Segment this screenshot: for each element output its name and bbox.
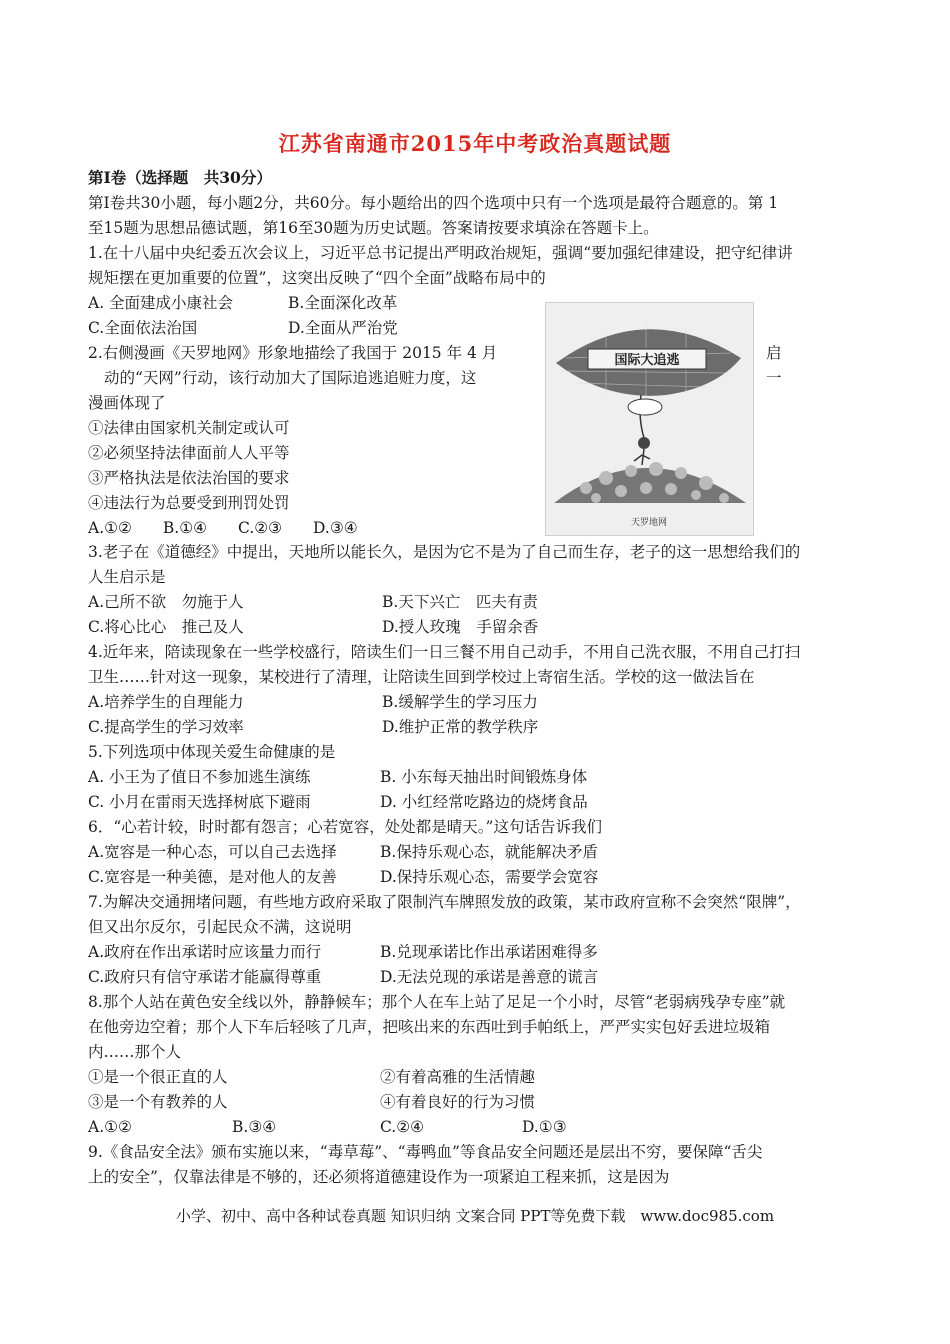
- question-7-stem: 7.为解决交通拥堵问题，有些地方政府采取了限制汽车牌照发放的政策，某市政府宣称不会突然“限牌”，: [88, 893, 801, 911]
- question-2-statement-4: ④违法行为总要受到刑罚处罚: [88, 494, 290, 512]
- section-intro-line: 至15题为思想品德试题，第16至30题为历史试题。答案请按要求填涂在答题卡上。: [88, 219, 659, 237]
- question-1-stem: 规矩摆在更加重要的位置”，这突出反映了“四个全面”战略布局中的: [88, 269, 546, 287]
- question-1-stem: 1.在十八届中央纪委五次会议上，习近平总书记提出严明政治规矩，强调“要加强纪律建设，把守纪律讲: [88, 244, 793, 262]
- question-5-option-c: C. 小月在雷雨天选择树底下避雨: [88, 793, 311, 811]
- question-3-option-a: A.己所不欲 勿施于人: [88, 593, 244, 611]
- question-8-statement-2: ②有着高雅的生活情趣: [380, 1068, 536, 1086]
- comic-title: 天罗地网: [630, 518, 668, 528]
- question-7-option-c: C.政府只有信守承诺才能赢得尊重: [88, 968, 322, 986]
- question-2-stem: 2.右侧漫画《天罗地网》形象地描绘了我国于 2015 年 4 月: [88, 344, 498, 362]
- section-intro-line: 第Ⅰ卷共30小题，每小题2分，共60分。每小题给出的四个选项中只有一个选项是最符合题意的。第 1: [88, 194, 779, 212]
- comic-drawing: [546, 303, 753, 535]
- question-1-option-b: B.全面深化改革: [288, 294, 398, 312]
- question-2-stem: 动的“天网”行动，该行动加大了国际追逃追赃力度，这: [104, 369, 477, 387]
- question-3-stem: 3.老子在《道德经》中提出，天地所以能长久，是因为它不是为了自己而生存，老子的这一思想给我们的: [88, 543, 801, 561]
- question-5-option-a: A. 小王为了值日不参加逃生演练: [88, 768, 311, 786]
- question-8-stem: 内……那个人: [88, 1043, 182, 1061]
- question-7-option-b: B.兑现承诺比作出承诺困难得多: [380, 943, 598, 961]
- question-4-option-d: D.维护正常的教学秩序: [382, 718, 539, 736]
- question-1-option-d: D.全面从严治党: [288, 319, 398, 337]
- question-8-option-d: D.①③: [522, 1118, 567, 1136]
- question-4-option-c: C.提高学生的学习效率: [88, 718, 244, 736]
- question-8-statement-4: ④有着良好的行为习惯: [380, 1093, 536, 1111]
- question-2-stem-tail: 一: [766, 369, 782, 387]
- question-5-option-b: B. 小东每天抽出时间锻炼身体: [380, 768, 588, 786]
- question-7-stem: 但又出尔反尔，引起民众不满，这说明: [88, 918, 352, 936]
- question-4-option-a: A.培养学生的自理能力: [88, 693, 244, 711]
- page-title: 江苏省南通市2015年中考政治真题试题: [278, 131, 672, 156]
- question-6-option-b: B.保持乐观心态，就能解决矛盾: [380, 843, 598, 861]
- question-8-stem: 8.那个人站在黄色安全线以外，静静候车；那个人在车上站了足足一个小时，尽管“老弱病残孕专座”就: [88, 993, 786, 1011]
- question-6-option-c: C.宽容是一种美德，是对他人的友善: [88, 868, 337, 886]
- section-heading: 第Ⅰ卷（选择题 共30分）: [88, 168, 272, 187]
- question-6-stem: 6．“心若计较，时时都有怨言；心若宽容，处处都是晴天。”这句话告诉我们: [88, 818, 602, 836]
- question-9-stem: 9.《食品安全法》颁布实施以来，“毒草莓”、“毒鸭血”等食品安全问题还是层出不穷，要保障“舌尖: [88, 1143, 763, 1161]
- question-2-choices: A.①② B.①④ C.②③ D.③④: [88, 519, 358, 537]
- question-8-option-a: A.①②: [88, 1118, 132, 1136]
- question-8-statement-3: ③是一个有教养的人: [88, 1093, 228, 1111]
- question-1-option-c: C.全面依法治国: [88, 319, 198, 337]
- question-2-statement-3: ③严格执法是依法治国的要求: [88, 469, 290, 487]
- question-7-option-d: D.无法兑现的承诺是善意的谎言: [380, 968, 599, 986]
- question-2-statement-1: ①法律由国家机关制定或认可: [88, 419, 290, 437]
- question-8-option-c: C.②④: [380, 1118, 425, 1136]
- page-footer: 小学、初中、高中各种试卷真题 知识归纳 文案合同 PPT等免费下载 www.doc985.com: [175, 1207, 775, 1225]
- question-3-option-d: D.授人玫瑰 手留余香: [382, 618, 539, 636]
- question-3-option-c: C.将心比心 推己及人: [88, 618, 244, 636]
- question-4-option-b: B.缓解学生的学习压力: [382, 693, 538, 711]
- question-3-stem: 人生启示是: [88, 568, 166, 586]
- question-5-option-d: D. 小红经常吃路边的烧烤食品: [380, 793, 588, 811]
- question-8-statement-1: ①是一个很正直的人: [88, 1068, 228, 1086]
- comic-banner: 国际大追逃: [614, 353, 680, 368]
- question-6-option-a: A.宽容是一种心态，可以自己去选择: [88, 843, 337, 861]
- question-5-stem: 5.下列选项中体现关爱生命健康的是: [88, 743, 336, 761]
- question-4-stem: 4.近年来，陪读现象在一些学校盛行，陪读生们一日三餐不用自己动手，不用自己洗衣服，不用自己打扫: [88, 643, 801, 661]
- question-6-option-d: D.保持乐观心态，需要学会宽容: [380, 868, 599, 886]
- question-2-stem: 漫画体现了: [88, 394, 166, 412]
- question-8-stem: 在他旁边空着；那个人下车后轻咳了几声，把咳出来的东西吐到手帕纸上，严严实实包好丢进垃圾箱: [88, 1018, 771, 1036]
- question-1-option-a: A. 全面建成小康社会: [88, 294, 234, 312]
- question-7-option-a: A.政府在作出承诺时应该量力而行: [88, 943, 322, 961]
- question-3-option-b: B.天下兴亡 匹夫有责: [382, 593, 538, 611]
- comic-illustration: [545, 302, 754, 536]
- question-2-stem-tail: 启: [766, 344, 782, 362]
- question-9-stem: 上的安全”，仅靠法律是不够的，还必须将道德建设作为一项紧迫工程来抓，这是因为: [88, 1168, 670, 1186]
- question-8-option-b: B.③④: [232, 1118, 277, 1136]
- question-2-statement-2: ②必须坚持法律面前人人平等: [88, 444, 290, 462]
- question-4-stem: 卫生……针对这一现象，某校进行了清理，让陪读生回到学校过上寄宿生活。学校的这一做法旨在: [88, 668, 755, 686]
